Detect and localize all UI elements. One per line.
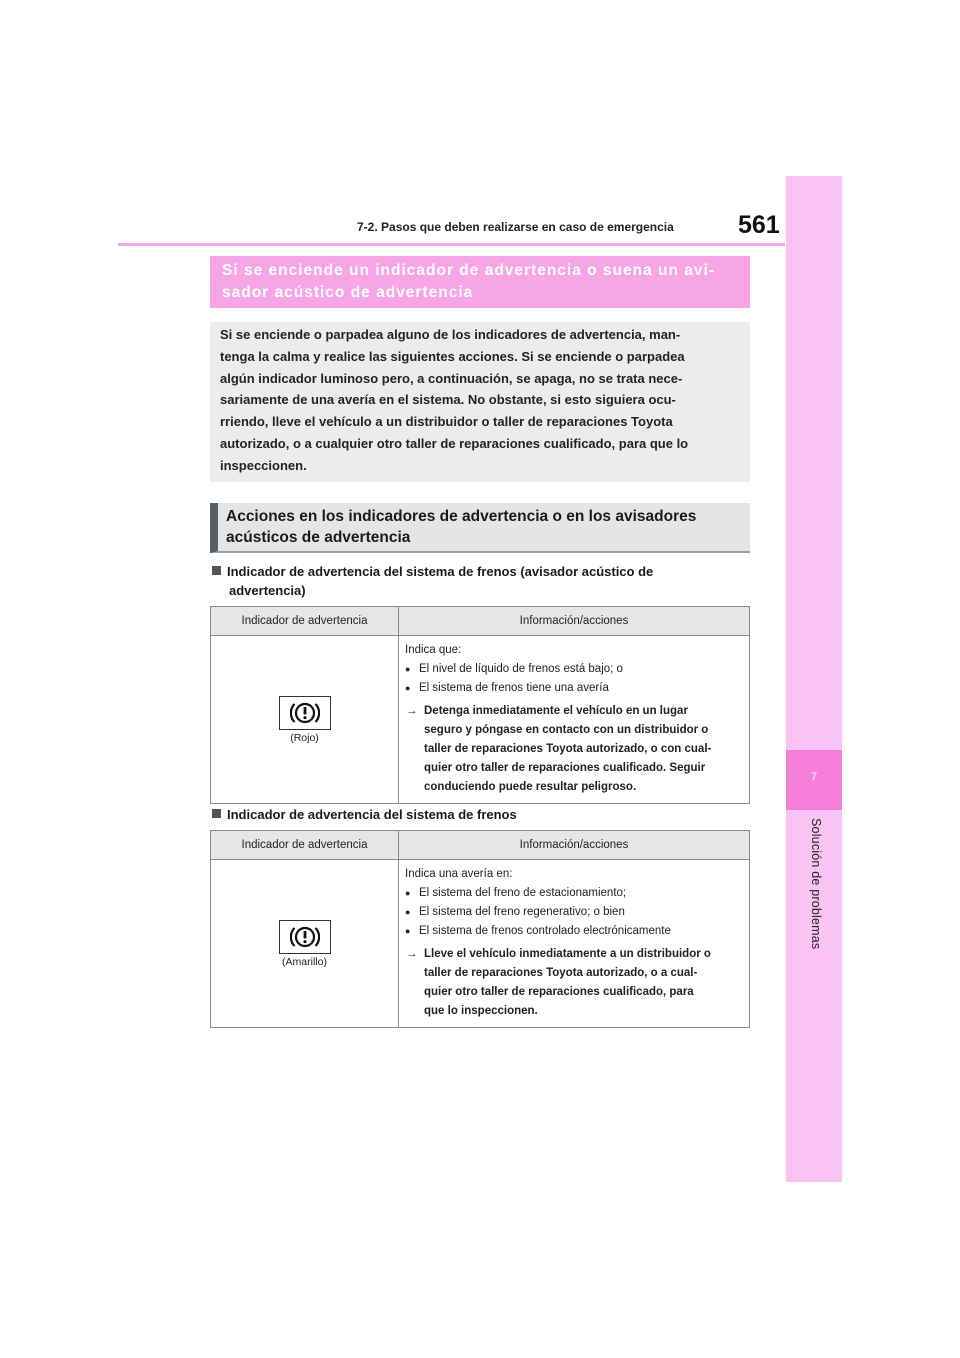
action-line: quier otro taller de reparaciones cualificado, para: [424, 986, 694, 998]
column-header-indicator: Indicador de advertencia: [211, 831, 399, 860]
intro-line: autorizado, o a cualquier otro taller de reparaciones cualificado, para que lo: [220, 435, 689, 451]
column-header-info: Información/acciones: [399, 607, 750, 636]
subheading-line-1: Indicador de advertencia del sistema de frenos: [227, 807, 517, 822]
section-header-line-1: Acciones en los indicadores de advertencia o en los avisadores: [226, 508, 697, 525]
action-line: taller de reparaciones Toyota autorizado, o a cual-: [424, 967, 698, 979]
info-bullet: ● El nivel de líquido de frenos está bajo; o: [405, 660, 744, 679]
info-bullet: ● El sistema de frenos controlado electrónicamente: [405, 922, 744, 941]
section-title: 7-2. Pasos que deben realizarse en caso de emergencia: [357, 220, 674, 234]
icon-caption: (Amarillo): [282, 955, 327, 968]
intro-line: algún indicador luminoso pero, a continuación, se apaga, no se trata nece-: [220, 370, 683, 386]
section-header: [210, 503, 750, 553]
banner-line-2: sador acústico de advertencia: [222, 284, 474, 301]
icon-caption: (Rojo): [290, 731, 319, 744]
intro-line: rriendo, lleve el vehículo a un distribuidor o taller de reparaciones Toyota: [220, 414, 673, 430]
subheading-brake-red: [212, 562, 653, 600]
action-line: conduciendo puede resultar peligroso.: [424, 781, 637, 793]
column-header-indicator: Indicador de advertencia: [211, 607, 399, 636]
warning-table-red: [210, 606, 750, 804]
column-header-info: Información/acciones: [399, 831, 750, 860]
chapter-number: 7: [810, 771, 818, 783]
intro-box: [210, 322, 750, 482]
icon-cell: [211, 860, 399, 1028]
intro-line: inspeccionen.: [220, 457, 307, 473]
action-line: seguro y póngase en contacto con un distribuidor o: [424, 724, 709, 736]
action-line: taller de reparaciones Toyota autorizado, o con cual-: [424, 743, 712, 755]
banner-line-1: Si se enciende un indicador de advertencia o suena un avi-: [222, 262, 715, 279]
info-bullet: ● El sistema de frenos tiene una avería: [405, 679, 744, 698]
intro-line: tenga la calma y realice las siguientes acciones. Si se enciende o parpadea: [220, 348, 685, 364]
section-header-line-2: acústicos de advertencia: [226, 529, 411, 546]
square-bullet-icon: [212, 566, 221, 575]
action-instruction: [405, 702, 744, 797]
subheading-line-1: Indicador de advertencia del sistema de frenos (avisador acústico de: [227, 564, 654, 579]
action-line: quier otro taller de reparaciones cualificado. Seguir: [424, 762, 706, 774]
info-bullet: ● El sistema del freno regenerativo; o bien: [405, 903, 744, 922]
action-line: → Lleve el vehículo inmediatamente a un distribuidor o: [424, 948, 711, 960]
square-bullet-icon: [212, 809, 221, 818]
chapter-side-tab: [786, 176, 842, 1182]
warning-table-yellow: [210, 830, 750, 1028]
brake-warning-icon: [279, 920, 331, 954]
icon-cell: [211, 636, 399, 804]
info-cell: [399, 636, 750, 804]
info-intro: Indica una avería en:: [405, 868, 513, 880]
chapter-label: Solución de problemas: [809, 818, 823, 950]
brake-warning-icon: [279, 696, 331, 730]
action-instruction: [405, 945, 744, 1021]
subheading-brake-yellow: [212, 805, 517, 824]
action-line: → Detenga inmediatamente el vehículo en un lugar: [424, 705, 688, 717]
info-cell: [399, 860, 750, 1028]
info-intro: Indica que:: [405, 644, 462, 656]
topic-banner: [210, 256, 750, 308]
header-rule: [118, 243, 785, 246]
intro-line: sariamente de una avería en el sistema. No obstante, si esto siguiera ocu-: [220, 392, 676, 408]
action-line: que lo inspeccionen.: [424, 1005, 538, 1017]
subheading-line-2: advertencia): [229, 583, 306, 598]
intro-line: Si se enciende o parpadea alguno de los indicadores de advertencia, man-: [220, 327, 681, 342]
page-number: 561: [738, 211, 780, 239]
info-bullet: ● El sistema del freno de estacionamiento;: [405, 884, 744, 903]
